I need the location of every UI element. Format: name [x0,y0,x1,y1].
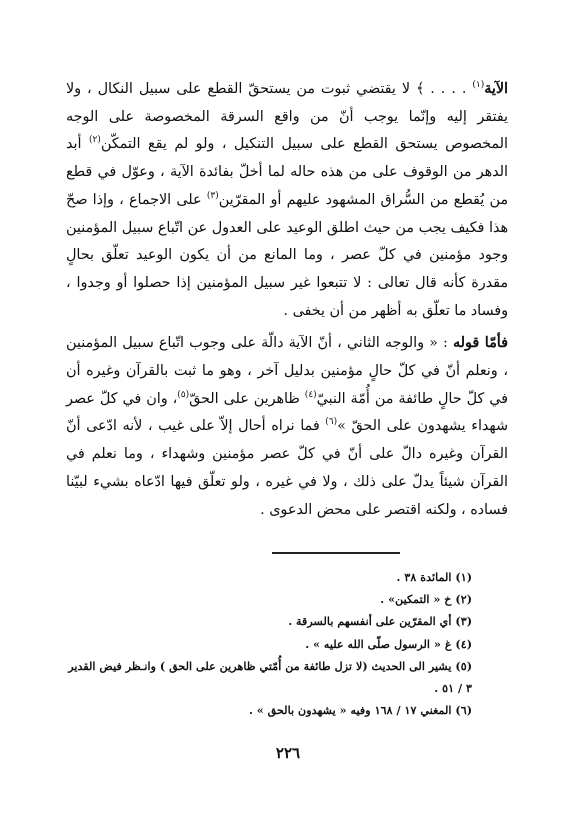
page-number: ٢٢٦ [275,744,301,762]
paragraph-1-lead: الآية [484,81,508,97]
footnote-ref-1: (١) [472,80,485,91]
footnote-ref-3: (٣) [206,191,219,202]
paragraph-1-text: . . . . ﴾ لا يقتضي ثبوت من يستحقّ القطع على سبيل النكال ، ولا يفتقر إليه وإنّما يوجب أنّ من واقع السرقة المخصوصة على الوجه المخصوص يستحق القطع على سبيل التنكيل ، ولو لم يقع التمكّن [66,81,508,153]
footnote-4: (٤) غ « الرسول صلّى الله عليه » . [305,636,472,651]
footnote-2: (٢) خ « التمكين» . [380,592,472,607]
footnote-ref-4: (٤) [304,389,317,400]
footnote-ref-6: (٦) [325,417,338,428]
footnotes [62,566,472,721]
paragraph-2-text-4: فما نراه أحال إلاّ على غيب ، لأنه ادّعى أنّ القرآن وغيره دالّ على أنّ في كلّ عصر مؤمنين وشهداء ، وما نعلم في القرآن شيئاً يدلّ على ذلك ، ولا في غيره ، ولو تعلّق فيها ادّعاه بشيء لبيّنا فساده ، ولكنه اقتصر على محض الدعوى . [66,418,508,518]
footnote-ref-5: (٥) [177,389,190,400]
footnote-divider [272,552,400,554]
paragraph-2-lead: فأمّا قوله [452,335,508,352]
footnote-1: (١) المائدة ٣٨ . [396,570,472,584]
paragraph-1-text-3: على الاجماع ، وإذا صحّ هذا فكيف يجب من حيث اطلق الوعيد على العدول عن اتّباع سبيل المؤمنين وجود مؤمنين في كلّ عصر ، وما المانع من أن يكون الوعيد تعلّق بحالٍ مقدرة كأنه قال تعالى : لا تتبعوا غير سبيل المؤمنين إذا حصلوا أو وجدوا ، وفساد ما تعلّق به أظهر من أن يخفى . [66,191,508,319]
paragraph-2-text-3: ، وان في كلّ عصر شهداء يشهدون على الحقّ » [66,390,508,435]
paragraph-1-text-2: أبد الدهر من الوقوف على من هذه حاله لما أخلّ بفائدة الآية ، وعوّل في قطع من يُقطع من السُّراق المشهود عليهم أو المقرّين [66,136,509,208]
paragraph-2 [66,330,508,524]
footnote-6: (٦) المغني ١٧ / ١٦٨ وفيه « يشهدون بالحق » . [248,703,472,718]
footnote-5: (٥) يشير الى الحديث (لا تزل طائفة من أُمّتي ظاهرين على الحق ) وانـظر فيض القدير ٣ / ٥١ . [68,658,472,696]
footnote-3: (٣) أي المقرّين على أنفسهم بالسرقة . [288,614,472,629]
paragraph-2-text: : « والوجه الثاني ، أنّ الآية دالّة على وجوب اتّباع سبيل المؤمنين ، ونعلم أنّ في كلّ حالٍ مؤمنين بدليل آخر ، وهو ما ثبت بالقرآن وغيره أن في كلّ حالٍ طائفة من أُمّة النبيّ [66,335,508,407]
paragraph-1 [66,76,508,325]
main-text [66,76,508,524]
paragraph-2-text-2: ظاهرين على الحقّ [189,390,305,407]
footnote-ref-2: (٢) [88,135,101,146]
